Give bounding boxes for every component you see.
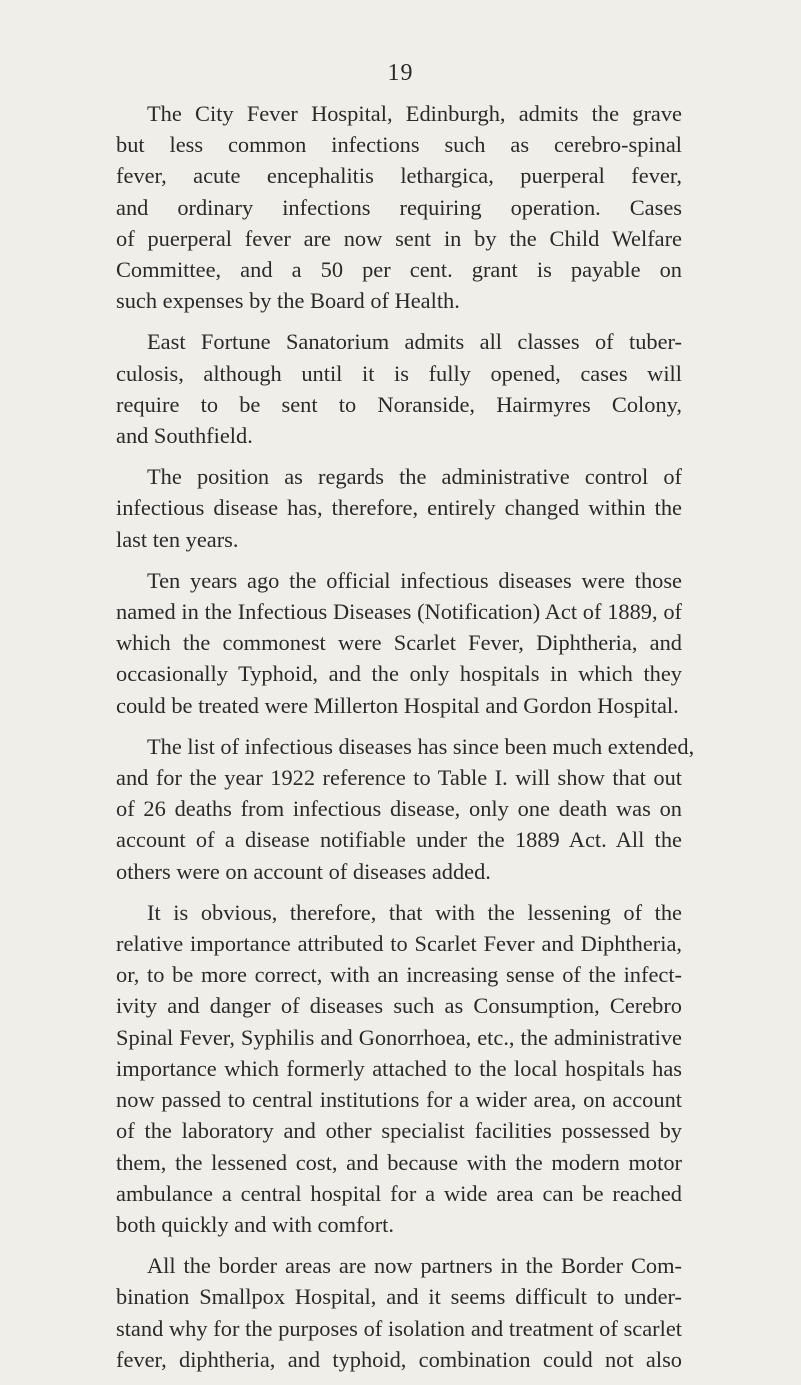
- text-line: which the commonest were Scarlet Fever, Diphtheria, and: [116, 630, 682, 656]
- text-line: but less common infections such as cerebro-spinal: [116, 132, 682, 158]
- text-line: East Fortune Sanatorium admits all classes of tuber-: [147, 329, 682, 355]
- text-line: last ten years.: [116, 526, 239, 552]
- text-line: fever, acute encephalitis lethargica, puerperal fever,: [116, 163, 682, 189]
- text-line: stand why for the purposes of isolation and treatment of scarlet: [116, 1315, 682, 1341]
- text-line: It is obvious, therefore, that with the lessening of the: [147, 899, 682, 925]
- text-line: could be treated were Millerton Hospital and Gordon Hospital.: [116, 692, 679, 718]
- text-line: bination Smallpox Hospital, and it seems difficult to under-: [116, 1284, 682, 1310]
- text-line: importance which formerly attached to the local hospitals has: [116, 1055, 682, 1081]
- text-line: such expenses by the Board of Health.: [116, 288, 460, 314]
- text-line: culosis, although until it is fully opened, cases will: [116, 360, 682, 386]
- text-line: Committee, and a 50 per cent. grant is payable on: [116, 257, 682, 283]
- text-line: of 26 deaths from infectious disease, only one death was on: [116, 796, 682, 822]
- text-line: relative importance attributed to Scarlet Fever and Diphtheria,: [116, 931, 682, 957]
- text-line: Spinal Fever, Syphilis and Gonorrhoea, etc., the administrative: [116, 1024, 682, 1050]
- text-line: now passed to central institutions for a wider area, on account: [116, 1087, 682, 1113]
- text-line: require to be sent to Noranside, Hairmyres Colony,: [116, 391, 682, 417]
- paragraph: [116, 461, 682, 555]
- paragraph: [116, 326, 682, 451]
- text-line: them, the lessened cost, and because with the modern motor: [116, 1149, 682, 1175]
- paragraph: [116, 1250, 682, 1375]
- text-line: occasionally Typhoid, and the only hospitals in which they: [116, 661, 682, 687]
- page-number: 19: [387, 60, 414, 86]
- document-body: [116, 98, 695, 1385]
- text-line: of puerperal fever are now sent in by the Child Welfare: [116, 225, 682, 251]
- text-line: or, to be more correct, with an increasing sense of the infect-: [116, 962, 682, 988]
- text-line: infectious disease has, therefore, entirely changed within the: [116, 495, 682, 521]
- text-line: and ordinary infections requiring operation. Cases: [116, 194, 682, 220]
- text-line: ambulance a central hospital for a wide area can be reached: [116, 1180, 682, 1206]
- paragraph: [116, 98, 682, 316]
- paragraph: [116, 731, 695, 887]
- paragraph: [116, 897, 682, 1240]
- text-line: of the laboratory and other specialist facilities possessed by: [116, 1118, 682, 1144]
- text-line: The City Fever Hospital, Edinburgh, admits the grave: [147, 101, 682, 126]
- text-line: The position as regards the administrative control of: [147, 464, 682, 490]
- text-line: The list of infectious diseases has since been much extended,: [147, 733, 695, 759]
- text-line: both quickly and with comfort.: [116, 1211, 394, 1237]
- text-line: ivity and danger of diseases such as Consumption, Cerebro: [116, 993, 682, 1019]
- text-line: and Southfield.: [116, 423, 253, 449]
- text-line: and for the year 1922 reference to Table I. will show that out: [116, 765, 682, 791]
- text-line: account of a disease notifiable under the 1889 Act. All the: [116, 827, 682, 853]
- text-line: Ten years ago the official infectious diseases were those: [147, 567, 682, 593]
- text-line: fever, diphtheria, and typhoid, combination could not also: [116, 1346, 682, 1372]
- text-line: others were on account of diseases added.: [116, 858, 491, 884]
- paragraph: [116, 565, 682, 721]
- text-line: named in the Infectious Diseases (Notification) Act of 1889, of: [116, 599, 682, 625]
- text-line: All the border areas are now partners in the Border Com-: [147, 1253, 682, 1279]
